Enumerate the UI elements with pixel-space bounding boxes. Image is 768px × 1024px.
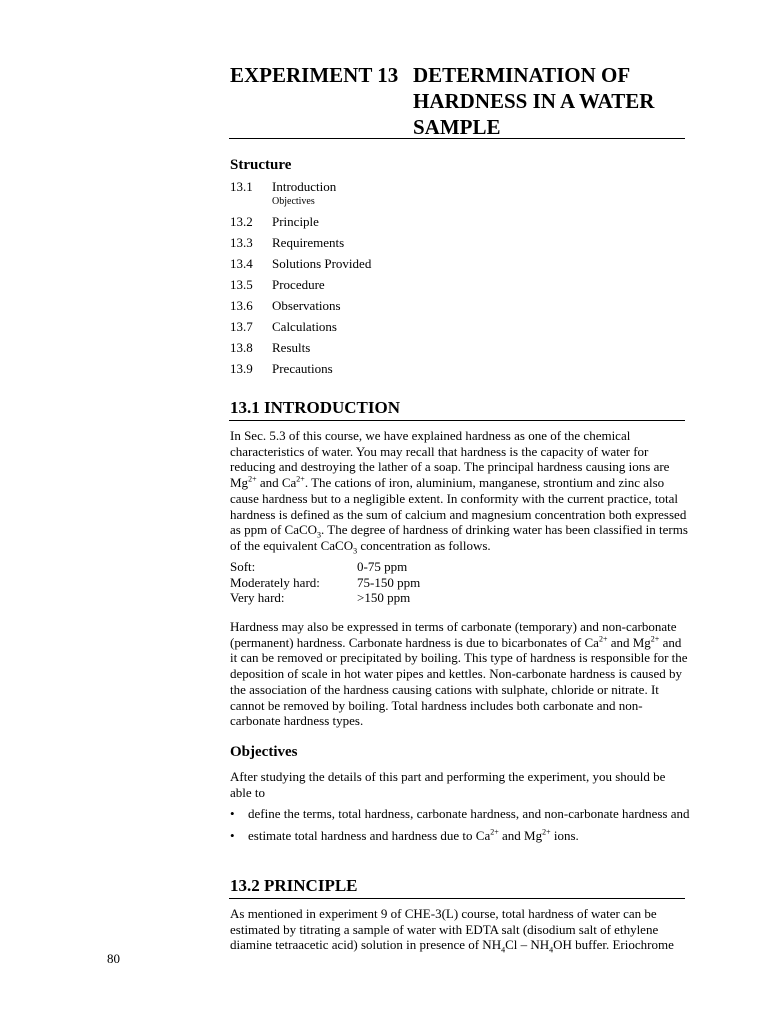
superscript: 2+: [296, 474, 305, 484]
list-item: [230, 806, 690, 822]
toc-number: 13.7: [230, 319, 253, 334]
toc-title: Precautions: [272, 361, 333, 376]
experiment-label: EXPERIMENT 13: [230, 63, 399, 87]
section-rule: [229, 420, 685, 421]
toc-title: Results: [272, 340, 311, 355]
text-run: . The degree of hardness of drinking water has been classified in terms of the equivalent CaCO: [230, 522, 688, 553]
text-run: As mentioned in experiment 9 of CHE-3(L) course, total hardness of water can be estimated by titrating a sample of water with EDTA salt (disodium salt of ethylene diamine tetraacetic acid) solution in presence of NH: [230, 906, 659, 953]
text-run: and it can be removed or precipitated by boiling. This type of hardness is responsible for the deposition of scale in hot water pipes and kettles. Non-carbonate hardness is caused by the association of the hardness causing cations with sulphate, chloride or nitrate. It cannot be removed by boiling. Total hardness includes both carbonate and non-carbonate hardness types.: [230, 634, 688, 729]
bullet-text: [248, 828, 579, 843]
hardness-range: 75-150 ppm: [357, 574, 421, 590]
toc-title: Procedure: [272, 277, 325, 292]
bullet-text: define the terms, total hardness, carbonate hardness, and non-carbonate hardness and: [248, 806, 690, 821]
page-number: 80: [107, 951, 120, 966]
toc-number: 13.3: [230, 235, 253, 250]
toc-title: Observations: [272, 298, 341, 313]
superscript: 2+: [490, 827, 499, 837]
section-heading-principle: 13.2 PRINCIPLE: [230, 876, 358, 895]
text-run: . The cations of iron, aluminium, manganese, strontium and zinc also cause hardness but to a negligible extent. In conformity with the current practice, total hardness is defined as the sum of calcium and magnesium concentration both expressed as ppm of CaCO: [230, 475, 687, 538]
section-rule: [229, 898, 685, 899]
title-line: DETERMINATION OF: [413, 63, 631, 87]
text-run: and Mg: [607, 634, 651, 650]
toc-title: Calculations: [272, 319, 337, 334]
page-title: [413, 62, 713, 140]
subscript: 4: [501, 946, 506, 955]
introduction-paragraph: [230, 428, 690, 554]
structure-heading: Structure: [230, 157, 292, 173]
text-run: and Mg: [498, 827, 543, 843]
superscript: 2+: [542, 827, 551, 837]
objectives-list: [230, 806, 690, 849]
title-line: HARDNESS IN A WATER: [413, 89, 655, 113]
toc-title: Solutions Provided: [272, 256, 372, 271]
subscript: 3: [353, 546, 358, 556]
section-heading-introduction: 13.1 INTRODUCTION: [230, 398, 401, 417]
list-item: [230, 828, 690, 844]
text-run: concentration as follows.: [357, 537, 491, 553]
objectives-heading: Objectives: [230, 744, 298, 760]
title-rule: [229, 138, 685, 139]
toc-title: Introduction: [272, 179, 337, 194]
text-run: OH buffer. Eriochrome: [553, 937, 674, 953]
subscript: 3: [317, 530, 322, 540]
hardness-label: Very hard:: [230, 590, 285, 606]
bullet-icon: •: [230, 827, 235, 843]
hardness-label: Soft:: [230, 559, 256, 574]
objectives-intro: After studying the details of this part and performing the experiment, you should be able to: [230, 769, 666, 800]
toc-title: Principle: [272, 214, 319, 229]
superscript: 2+: [248, 474, 257, 484]
title-line: SAMPLE: [413, 115, 501, 139]
text-run: ions.: [550, 827, 579, 843]
text-run: estimate total hardness and hardness due to Ca: [248, 827, 491, 843]
toc-number: 13.5: [230, 277, 253, 292]
hardness-range: >150 ppm: [357, 590, 411, 606]
toc-number: 13.9: [230, 361, 253, 376]
toc-subitem: Objectives: [272, 196, 315, 207]
toc-number: 13.2: [230, 214, 253, 229]
toc-number: 13.8: [230, 340, 253, 355]
subscript: 4: [549, 946, 554, 955]
text-run: In Sec. 5.3 of this course, we have explained hardness as one of the chemical characteristics of water. You may recall that hardness is the capacity of water for reducing and destroying the lather of a soap. The principal hardness causing ions are Mg: [230, 428, 670, 491]
toc-number: 13.6: [230, 298, 253, 313]
hardness-label: Moderately hard:: [230, 574, 320, 590]
hardness-types-paragraph: [230, 619, 690, 729]
hardness-range: 0-75 ppm: [357, 559, 408, 574]
text-run: Cl – NH: [505, 937, 550, 953]
text-run: Hardness may also be expressed in terms of carbonate (temporary) and non-carbonate (permanent) hardness. Carbonate hardness is due to bicarbonates of Ca: [230, 619, 677, 650]
principle-paragraph: [230, 906, 690, 953]
bullet-icon: •: [230, 806, 235, 821]
toc-number: 13.1: [230, 179, 253, 194]
toc-number: 13.4: [230, 256, 253, 271]
text-run: and Ca: [256, 475, 297, 491]
superscript: 2+: [598, 634, 608, 644]
toc-title: Requirements: [272, 235, 345, 250]
superscript: 2+: [650, 634, 660, 644]
